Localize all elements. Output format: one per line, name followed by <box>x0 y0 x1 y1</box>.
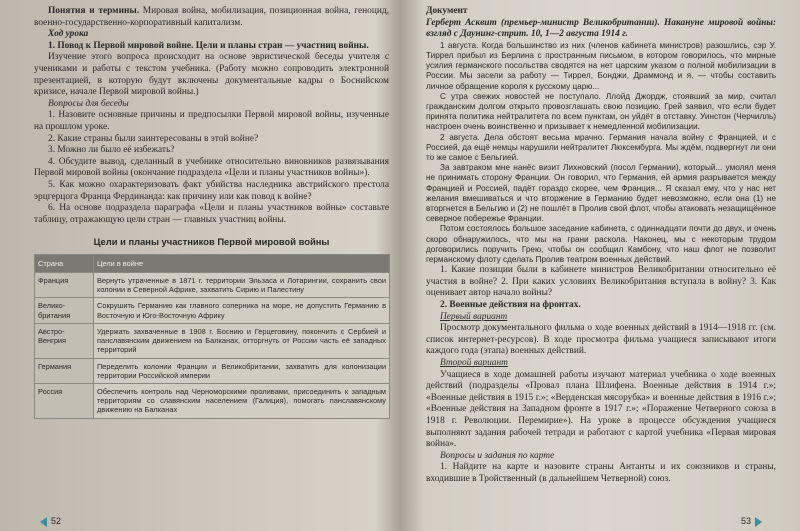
document-label: Документ <box>426 6 468 16</box>
cell-goals: Обеспечить контроль над Черноморскими проливами, присоединить к западным территориям со славянским населением (Галиция), помогать панславянскому движению на Балканах <box>94 383 390 418</box>
question-6: 6. На основе подраздела параграфа «Цели и планы участников войны» составьте таблицу, отражающую цели стран — главных участниц войны. <box>34 203 389 225</box>
questions-heading: Вопросы для беседы <box>48 98 129 109</box>
item1-text: Изучение этого вопроса происходит на основе эвристической беседы учителя с учениками и работы с текстом учебника. (Работу можно сопроводить электронной презентацией, в которую будут включены документальные кадры о Боснийском кризисе, начале Первой мировой войны.) <box>34 52 389 98</box>
question-1: 1. Назовите основные причины и предпосылки Первой мировой войны, изученные на прошлом уроке. <box>34 110 389 132</box>
terms-text: Мировая война, мобилизация, позиционная война, геноцид, военно-государственно-корпоративный капитализм. <box>34 6 390 28</box>
table-header-row <box>35 254 390 272</box>
cell-country: Германия <box>35 358 94 383</box>
table-row <box>35 358 390 383</box>
table-title: Цели и планы участников Первой мировой войны <box>93 236 330 248</box>
question-3: 3. Можно ли было её избежать? <box>48 145 175 156</box>
document-body <box>426 41 776 265</box>
map-heading: Вопросы и задания по карте <box>440 450 555 461</box>
goals-table <box>34 254 390 419</box>
page-marker-right-icon <box>755 517 762 527</box>
item2-title: 2. Военные действия на фронтах. <box>440 300 581 311</box>
question-4: 4. Обсудите вывод, сделанный в учебнике относительно виновников развязывания Первой мировой войны (окончание подраздела «Цели и планы участников войны»). <box>34 156 389 179</box>
left-column <box>34 6 389 419</box>
table-row <box>35 273 390 298</box>
cell-country: Велико-британия <box>35 298 94 323</box>
question-2: 2. Какие страны были заинтересованы в этой войне? <box>48 133 259 144</box>
left-page <box>0 0 398 531</box>
right-page-number <box>741 516 762 527</box>
map-question-1: 1. Найдите на карте и назовите страны Антанты и их союзников и страны, входившие в Тройственный (в дальнейшем Четверной) союз. <box>426 462 776 484</box>
table-row <box>35 323 390 358</box>
document-paragraph: 2 августа. Дела обстоят весьма мрачно. Германия начала войну с Францией, и с Россией, да ещё немцы нарушили нейтралитет Люксембурга. Мы ждём, подвергнут ли они то же самое с Бельгией. <box>426 132 776 163</box>
cell-goals: Переделить колонии Франции и Великобритании, захватить для колонизации территории Российской империи <box>94 358 390 383</box>
page-marker-left-icon <box>40 517 47 527</box>
document-paragraph: За завтраком мне нанёс визит Лихновский (посол Германии), который... умолял меня не принимать сторону Франции. Он говорил, что Германия, ей армия разрывается между Францией и Россией, падёт гораздо скорее, чем Франция... Я сказал ему, что у нас нет желания вмешиваться и что вторжение в Германию будет невозможно, если она (1) не вторгнется в Бельгию и (2) не пошлёт в Пролив свой флот, чтобы атаковать незащищённое северное побережье Франции. <box>426 163 776 224</box>
course-heading: Ход урока <box>48 29 89 40</box>
cell-goals: Удержать захваченные в 1908 г. Боснию и Герцеговину, покончить с Сербией и панславянским движением на Балканах, отторгнуть от России часть её западных территорий <box>94 323 390 358</box>
document-title: Герберт Асквит (премьер-министр Великобритании). Накануне мировой войны: взгляд с Даунинг-стрит. 10, 1—2 августа 1914 г. <box>426 17 776 40</box>
cell-country: Россия <box>35 383 94 418</box>
variant2-label: Второй вариант <box>440 358 508 368</box>
document-paragraph: 1 августа. Когда большинство из них (членов кабинета министров) разошлись, сэр У. Тиррел прибыл из Берлина с пространным письмом, в котором говорилось, что мирные усилия германского посольства сводятся на нет царским указом о полной мобилизации в России. Мы засели за работу — Тиррел, Бонджи, Драммонд и я, — чтобы составить личное обращение короля к русскому царю... <box>426 40 776 91</box>
terms-paragraph <box>34 6 389 29</box>
table-row <box>35 298 390 323</box>
cell-goals: Вернуть утраченные в 1871 г. территории Эльзаса и Лотарингии, сохранить свои колонии в Северной Африке, захватить Сирию и Палестину <box>94 273 390 298</box>
document-questions: 1. Какие позиции были в кабинете министров Великобритании относительно её участия в войне? 2. При каких условиях Великобритания вступала в войну? 3. Как оценивает автор начало войны? <box>426 265 776 299</box>
right-page <box>402 0 800 531</box>
cell-country: Австро-Венгрия <box>35 323 94 358</box>
question-5: 5. Как можно охарактеризовать факт убийства наследника австрийского престола эрцгерцога Франца Фердинанда: как причину или как повод к войне? <box>34 179 389 202</box>
variant1-text: Просмотр документального фильма о ходе военных действий в 1914—1918 гг. (см. список интернет-ресурсов). В ходе просмотра фильма учащиеся записывают итоги каждого года (этапа) военных действий. <box>426 323 776 357</box>
variant2-text: Учащиеся в ходе домашней работы изучают материал учебника о ходе военных действий (подразделы «Провал плана Шлифена. Военные действия в 1914 г.»; «Военные действия в 1915 г.»; «Верденская мясорубка» и военные действия в 1916 г.»; «Военные действия на Западном фронте в 1917 г.»; «Поражение Четверного союза в 1918 г. Революции. Перемирие»). На уроке в процессе обсуждения учащиеся выполняют задания рабочей тетради и работают с картой учебника «Первая мировая война». <box>426 369 776 450</box>
cell-country: Франция <box>35 273 94 298</box>
terms-label: Понятия и термины. <box>48 6 140 16</box>
header-goals: Цели в войне <box>94 254 390 272</box>
item1-title: 1. Повод к Первой мировой войне. Цели и планы стран — участниц войны. <box>48 40 369 51</box>
cell-goals: Сокрушить Германию как главного соперника на море, не допустить Германию в Восточную и Юго-Восточную Африку <box>94 298 390 323</box>
left-page-number-text: 52 <box>51 516 62 527</box>
right-column <box>426 6 776 486</box>
document-paragraph: С утра свежих новостей не поступало. Ллойд Джордж, стоявший за мир, считал гражданским долгом открыто провозглашать свою позицию. Грей заявил, что если будет принята политика нейтралитета по всем пунктам, он уйдёт в отставку. Уинстон (Черчилль) настроен очень воинственно и призывает к немедленной мобилизации. <box>426 91 776 132</box>
right-page-number-text: 53 <box>740 516 751 527</box>
table-row <box>35 383 390 418</box>
variant1-label: Первый вариант <box>440 311 508 322</box>
document-paragraph: Потом состоялось большое заседание кабинета, с одиннадцати почти до двух, и очень скоро обнаружилось, что мы на грани раскола. Наконец, мы с некоторым трудом договорились поручить Грею, чтобы он сообщил Камбону, что наш флот не позволит германскому флоту сделать Пролив театром военных действий. <box>426 224 776 265</box>
header-country: Страна <box>35 254 94 272</box>
left-page-number <box>40 516 61 527</box>
